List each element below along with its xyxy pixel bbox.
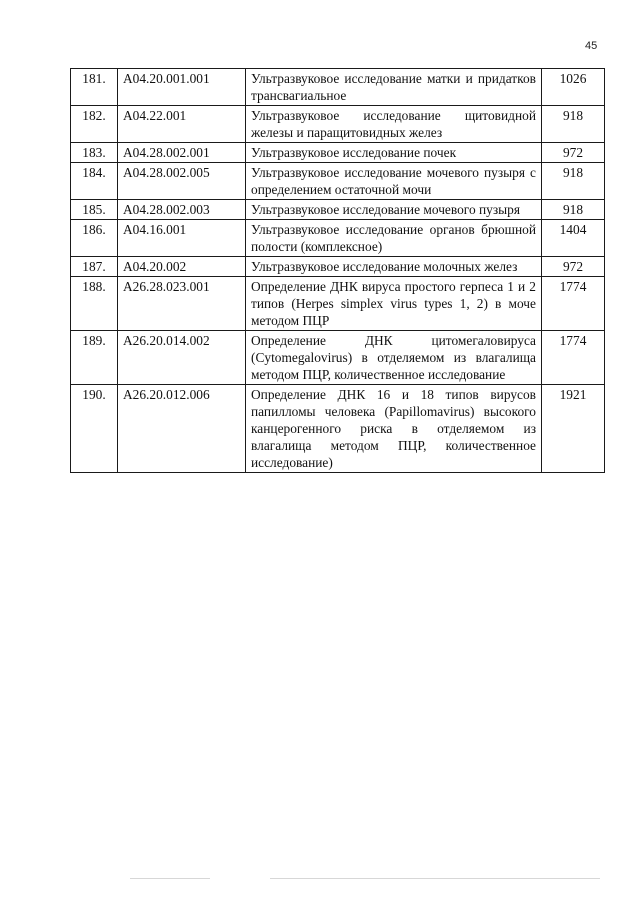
table-row bbox=[71, 106, 605, 143]
service-name: Ультразвуковое исследование молочных желез bbox=[246, 257, 542, 277]
service-price: 1774 bbox=[542, 277, 605, 331]
service-code: A26.20.014.002 bbox=[118, 331, 246, 385]
service-code: A04.20.001.001 bbox=[118, 69, 246, 106]
row-number: 185. bbox=[71, 200, 118, 220]
service-price: 972 bbox=[542, 257, 605, 277]
page-number: 45 bbox=[585, 40, 598, 52]
service-price: 1404 bbox=[542, 220, 605, 257]
table-row bbox=[71, 143, 605, 163]
row-number: 183. bbox=[71, 143, 118, 163]
table-row bbox=[71, 163, 605, 200]
row-number: 188. bbox=[71, 277, 118, 331]
service-name: Определение ДНК вируса простого герпеса 1 и 2 типов (Herpes simplex virus types 1, 2) в моче методом ПЦР bbox=[246, 277, 542, 331]
service-code: A04.28.002.001 bbox=[118, 143, 246, 163]
service-price: 972 bbox=[542, 143, 605, 163]
services-price-table bbox=[70, 68, 605, 473]
table-row bbox=[71, 277, 605, 331]
table-row bbox=[71, 331, 605, 385]
table-row bbox=[71, 257, 605, 277]
service-code: A04.20.002 bbox=[118, 257, 246, 277]
service-name: Ультразвуковое исследование мочевого пузыря с определением остаточной мочи bbox=[246, 163, 542, 200]
service-name: Ультразвуковое исследование почек bbox=[246, 143, 542, 163]
service-code: A04.22.001 bbox=[118, 106, 246, 143]
service-price: 1774 bbox=[542, 331, 605, 385]
row-number: 187. bbox=[71, 257, 118, 277]
service-code: A04.28.002.003 bbox=[118, 200, 246, 220]
scan-artifact-line bbox=[270, 878, 600, 879]
row-number: 190. bbox=[71, 385, 118, 473]
service-name: Ультразвуковое исследование мочевого пузыря bbox=[246, 200, 542, 220]
scan-artifact-line bbox=[130, 878, 210, 879]
service-price: 918 bbox=[542, 106, 605, 143]
row-number: 181. bbox=[71, 69, 118, 106]
row-number: 184. bbox=[71, 163, 118, 200]
service-price: 1921 bbox=[542, 385, 605, 473]
table-row bbox=[71, 200, 605, 220]
service-price: 918 bbox=[542, 163, 605, 200]
service-code: A04.28.002.005 bbox=[118, 163, 246, 200]
service-price: 918 bbox=[542, 200, 605, 220]
service-code: A26.28.023.001 bbox=[118, 277, 246, 331]
table-row bbox=[71, 69, 605, 106]
service-price: 1026 bbox=[542, 69, 605, 106]
service-name: Определение ДНК цитомегаловируса (Cytomegalovirus) в отделяемом из влагалища методом ПЦР, количественное исследование bbox=[246, 331, 542, 385]
row-number: 189. bbox=[71, 331, 118, 385]
service-code: A04.16.001 bbox=[118, 220, 246, 257]
table-row bbox=[71, 385, 605, 473]
service-code: A26.20.012.006 bbox=[118, 385, 246, 473]
service-name: Определение ДНК 16 и 18 типов вирусов папилломы человека (Papillomavirus) высокого канцерогенного риска в отделяемом из влагалища методом ПЦР, количественное исследование) bbox=[246, 385, 542, 473]
table-row bbox=[71, 220, 605, 257]
row-number: 186. bbox=[71, 220, 118, 257]
service-name: Ультразвуковое исследование матки и придатков трансвагиальное bbox=[246, 69, 542, 106]
row-number: 182. bbox=[71, 106, 118, 143]
service-name: Ультразвуковое исследование щитовидной железы и паращитовидных желез bbox=[246, 106, 542, 143]
service-name: Ультразвуковое исследование органов брюшной полости (комплексное) bbox=[246, 220, 542, 257]
